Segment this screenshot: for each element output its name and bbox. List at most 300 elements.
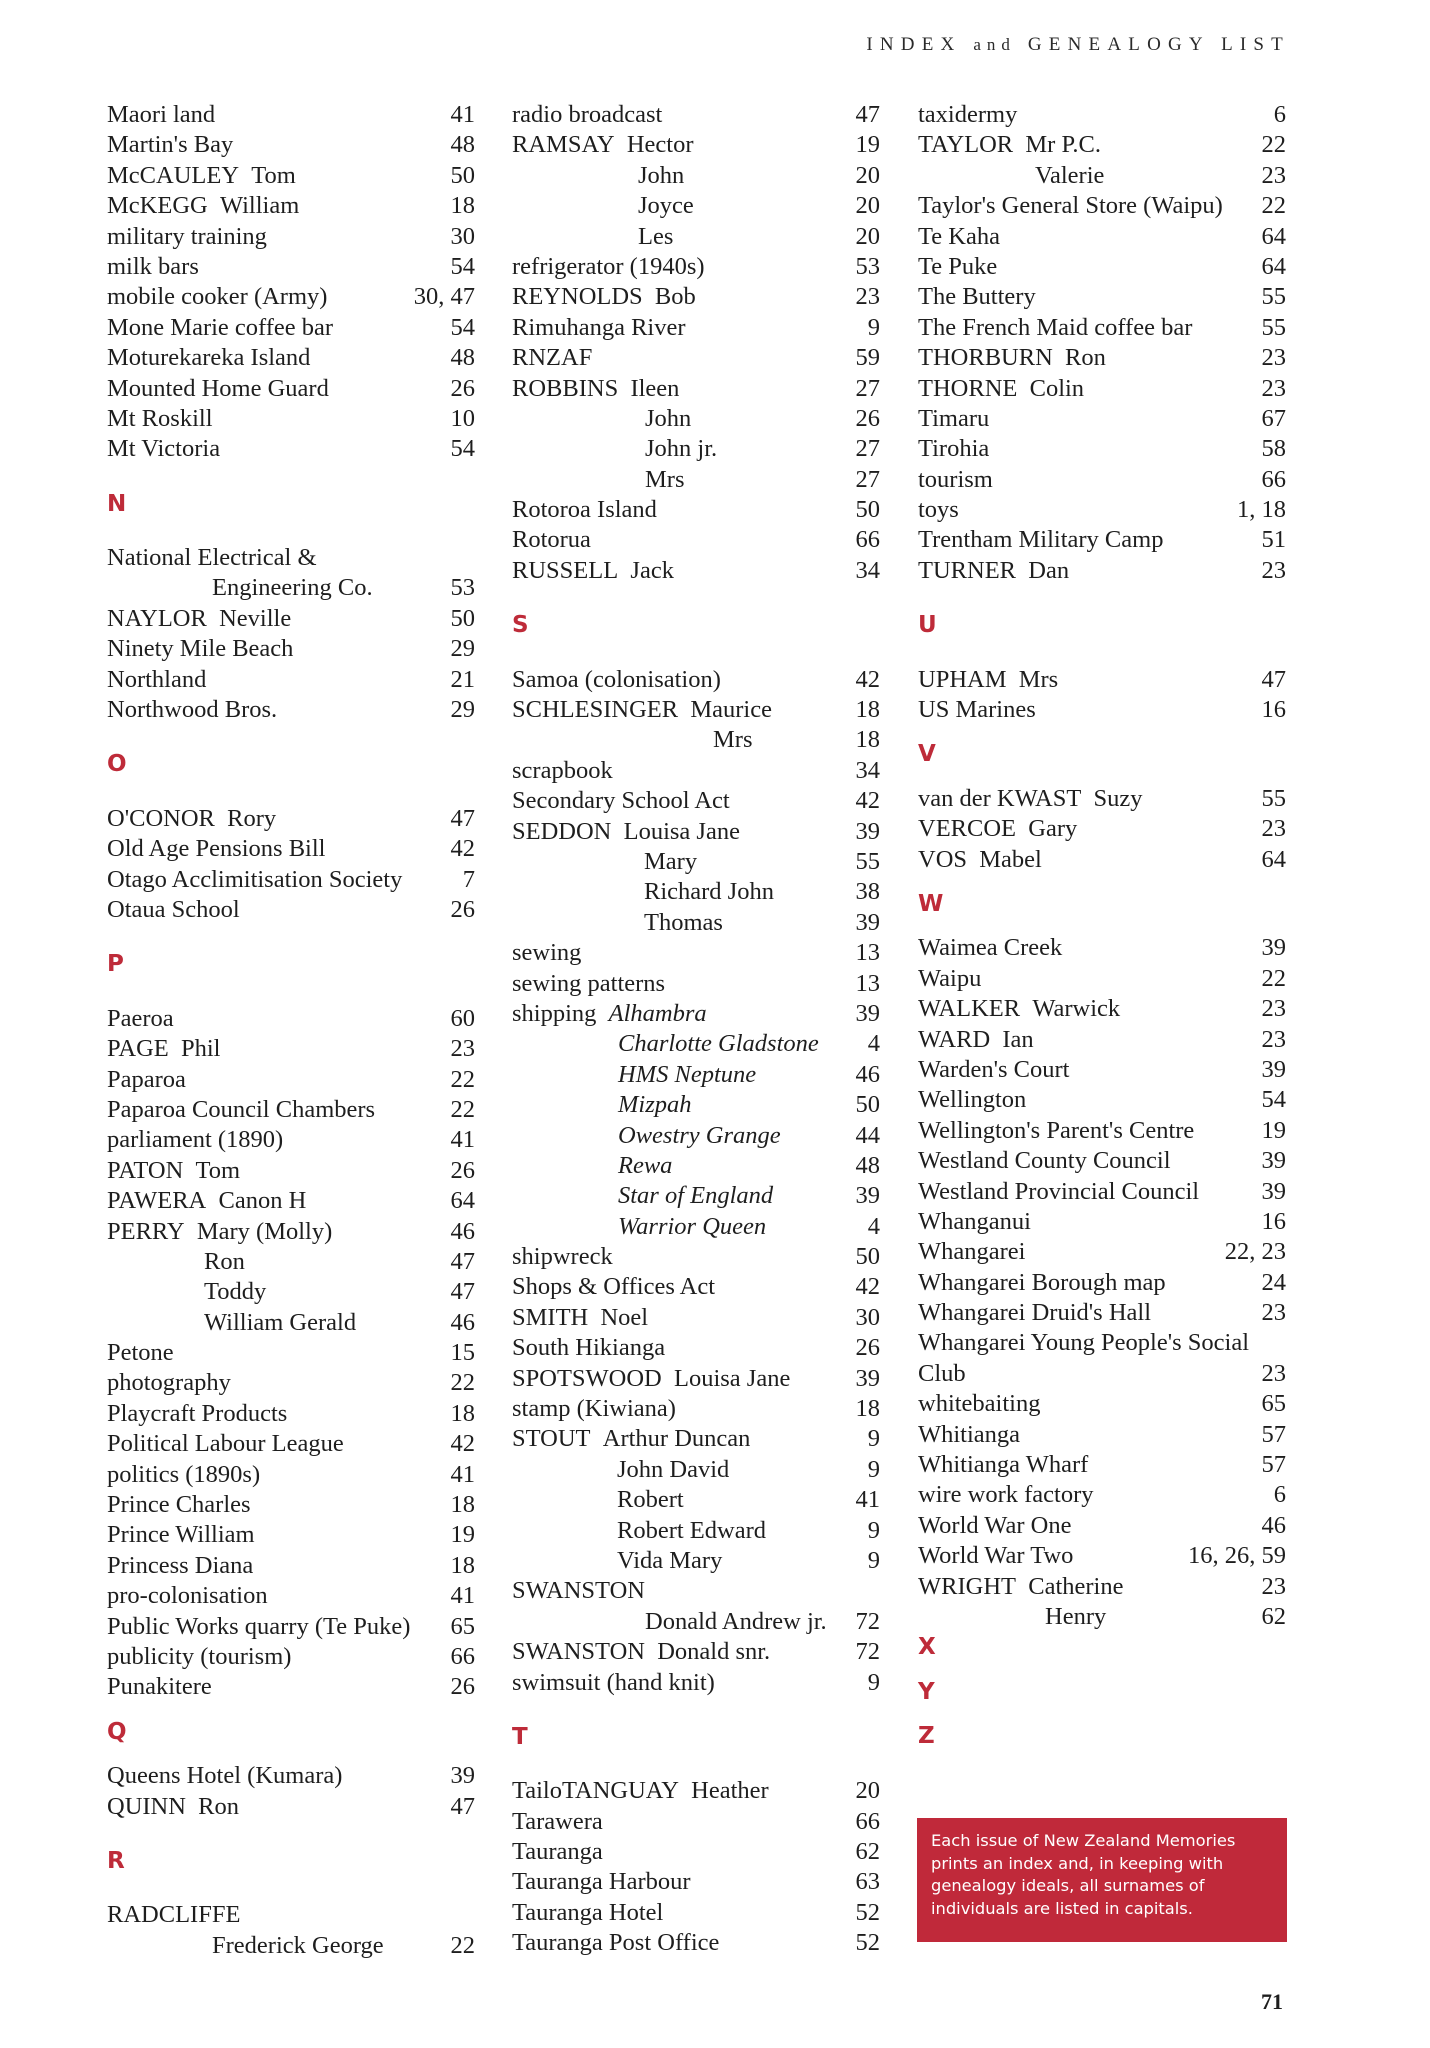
entry-page-numbers: 18 [855, 696, 880, 724]
index-entry [107, 573, 475, 603]
entry-term [512, 1424, 750, 1454]
entry-text: Westland County Council [918, 1147, 1171, 1175]
entry-page-numbers: 59 [855, 344, 880, 372]
entry-text: Northwood Bros. [107, 696, 278, 724]
entry-term [204, 1308, 356, 1338]
index-entry [512, 877, 880, 907]
index-entry [107, 543, 475, 573]
entry-term [512, 1867, 691, 1897]
entry-term [918, 1116, 1194, 1146]
index-entry [107, 1581, 475, 1611]
entry-term [107, 1065, 186, 1095]
index-entry [512, 969, 880, 999]
entry-page-numbers: 18 [450, 1551, 475, 1579]
entry-term [617, 1516, 766, 1546]
entry-text: McKEGG William [107, 192, 300, 220]
index-entry [107, 1931, 475, 1961]
entry-term [918, 933, 1062, 963]
entry-page-numbers: 53 [450, 574, 475, 602]
entry-term [107, 804, 276, 834]
index-entry [918, 695, 1286, 725]
index-entry [918, 1359, 1286, 1389]
entry-page-numbers: 47 [1261, 665, 1286, 693]
index-entry [918, 100, 1286, 130]
entry-text: REYNOLDS Bob [512, 283, 696, 311]
entry-page-numbers: 22 [450, 1369, 475, 1397]
index-entry [107, 634, 475, 664]
entry-term [918, 784, 1143, 814]
entry-page-numbers: 4 [867, 1030, 880, 1058]
index-entry [918, 1025, 1286, 1055]
entry-term [107, 895, 240, 925]
entry-page-numbers: 54 [450, 252, 475, 280]
index-entry [107, 100, 475, 130]
entry-page-numbers: 29 [450, 635, 475, 663]
index-entry [512, 1364, 880, 1394]
entry-term [918, 100, 1017, 130]
entry-term [918, 814, 1077, 844]
entry-term [918, 1328, 1249, 1358]
section-letter: V [918, 741, 936, 768]
entry-term [618, 1212, 766, 1242]
entry-term [918, 1268, 1166, 1298]
entry-page-numbers: 22 [1261, 131, 1286, 159]
index-entry [512, 343, 880, 373]
entry-text: Samoa (colonisation) [512, 665, 721, 693]
entry-page-numbers: 55 [1261, 283, 1286, 311]
entry-page-numbers: 62 [855, 1838, 880, 1866]
entry-text: mobile cooker (Army) [107, 283, 328, 311]
entry-term [512, 1807, 603, 1837]
entry-text: politics (1890s) [107, 1460, 261, 1488]
entry-page-numbers: 50 [855, 1091, 880, 1119]
entry-text: Otago Acclimitisation Society [107, 865, 403, 893]
entry-page-numbers: 16 [1261, 1207, 1286, 1235]
entry-text: The Buttery [918, 283, 1036, 311]
entry-term [918, 1359, 966, 1389]
entry-page-numbers: 19 [450, 1521, 475, 1549]
entry-page-numbers: 66 [1261, 465, 1286, 493]
entry-text: TURNER Dan [918, 556, 1070, 584]
entry-term [617, 1546, 722, 1576]
entry-page-numbers: 57 [1261, 1420, 1286, 1448]
entry-page-numbers: 30 [450, 222, 475, 250]
entry-text: PAWERA Canon H [107, 1187, 307, 1215]
entry-page-numbers: 38 [855, 878, 880, 906]
entry-term [512, 969, 665, 999]
entry-page-numbers: 42 [855, 787, 880, 815]
entry-text: RADCLIFFE [107, 1901, 241, 1929]
entry-page-numbers: 23 [1261, 161, 1286, 189]
ship-name: Star of England [618, 1182, 774, 1210]
index-entry [918, 130, 1286, 160]
entry-page-numbers: 16 [1261, 696, 1286, 724]
index-entry [107, 604, 475, 634]
entry-text: Petone [107, 1339, 174, 1367]
entry-page-numbers: 64 [1261, 222, 1286, 250]
entry-term [107, 282, 327, 312]
entry-term [107, 1368, 231, 1398]
entry-page-numbers: 41 [450, 1582, 475, 1610]
entry-text: sewing patterns [512, 969, 666, 997]
entry-text: Rotoroa Island [512, 496, 657, 524]
entry-text: SEDDON Louisa Jane [512, 817, 740, 845]
entry-term [918, 465, 993, 495]
index-column-2 [512, 100, 880, 1959]
index-entry [512, 938, 880, 968]
entry-text: PATON Tom [107, 1156, 241, 1184]
index-entry [918, 1146, 1286, 1176]
entry-page-numbers: 66 [855, 526, 880, 554]
entry-text: Wellington [918, 1086, 1027, 1114]
entry-text: toys [918, 496, 959, 524]
entry-term [512, 999, 707, 1029]
entry-page-numbers: 66 [450, 1642, 475, 1670]
entry-page-numbers: 67 [1261, 404, 1286, 432]
entry-term [618, 1060, 756, 1090]
entry-text: WARD Ian [918, 1025, 1034, 1053]
entry-page-numbers: 44 [855, 1121, 880, 1149]
entry-page-numbers: 20 [855, 192, 880, 220]
entry-page-numbers: 50 [450, 161, 475, 189]
entry-text: Trentham Military Camp [918, 526, 1164, 554]
entry-term [512, 556, 674, 586]
entry-term [618, 1029, 819, 1059]
index-entry [512, 1607, 880, 1637]
index-entry [918, 1298, 1286, 1328]
index-entry [512, 725, 880, 755]
index-column-1 [107, 100, 475, 1961]
index-entry [512, 1121, 880, 1151]
entry-text: Mrs [645, 465, 685, 493]
entry-text: SPOTSWOOD Louisa Jane [512, 1364, 791, 1392]
entry-term [512, 1364, 790, 1394]
entry-term [107, 130, 233, 160]
entry-text: radio broadcast [512, 101, 663, 128]
entry-term [918, 1572, 1123, 1602]
section-spacer [918, 875, 1286, 889]
index-entry [107, 1065, 475, 1095]
entry-text: wire work factory [918, 1481, 1094, 1509]
entry-page-numbers: 23 [1261, 1359, 1286, 1387]
section-spacer [107, 725, 475, 749]
index-entry [107, 1429, 475, 1459]
entry-text: Prince Charles [107, 1491, 251, 1519]
entry-term [107, 1672, 212, 1702]
index-entry [512, 817, 880, 847]
entry-text: Queens Hotel (Kumara) [107, 1762, 343, 1790]
section-letter: N [107, 490, 127, 517]
entry-term [512, 786, 730, 816]
entry-text: Club [918, 1359, 966, 1387]
index-entry [107, 313, 475, 343]
entry-text: Robert Edward [617, 1516, 766, 1544]
index-entry [107, 1761, 475, 1791]
index-entry [512, 374, 880, 404]
entry-page-numbers: 39 [855, 908, 880, 936]
index-entry [107, 895, 475, 925]
entry-text: Mone Marie coffee bar [107, 313, 334, 341]
index-entry [107, 1034, 475, 1064]
entry-term [918, 1177, 1199, 1207]
entry-text: Henry [1045, 1602, 1107, 1630]
index-entry [512, 1668, 880, 1698]
section-spacer [512, 1752, 880, 1776]
entry-text: John David [617, 1455, 730, 1483]
entry-text: ROBBINS Ileen [512, 374, 680, 402]
entry-page-numbers: 48 [450, 344, 475, 372]
section-letter: O [107, 751, 127, 778]
entry-term [918, 191, 1223, 221]
entry-text: Ninety Mile Beach [107, 635, 294, 663]
entry-text: RAMSAY Hector [512, 131, 694, 159]
index-entry [512, 130, 880, 160]
entry-term [512, 343, 592, 373]
entry-page-numbers: 30, 47 [413, 283, 475, 311]
entry-page-numbers: 23 [1261, 995, 1286, 1023]
index-entry [107, 404, 475, 434]
entry-term [918, 1146, 1171, 1176]
section-letter: T [512, 1723, 528, 1750]
entry-page-numbers: 18 [450, 1399, 475, 1427]
index-entry [107, 834, 475, 864]
entry-page-numbers: 26 [855, 1334, 880, 1362]
index-entry [512, 495, 880, 525]
entry-text: Whangarei Borough map [918, 1268, 1166, 1296]
entry-text: World War One [918, 1511, 1072, 1539]
index-entry [107, 1247, 475, 1277]
entry-term [107, 543, 317, 573]
entry-term [107, 1612, 410, 1642]
index-entry [107, 130, 475, 160]
entry-page-numbers: 39 [1261, 1055, 1286, 1083]
index-entry [918, 1116, 1286, 1146]
index-entry [918, 161, 1286, 191]
entry-text: SWANSTON Donald snr. [512, 1638, 771, 1666]
entry-term [512, 525, 591, 555]
entry-term [107, 1004, 174, 1034]
entry-page-numbers: 34 [855, 756, 880, 784]
index-entry [107, 1308, 475, 1338]
entry-term [107, 665, 206, 695]
entry-text: Timaru [918, 404, 990, 432]
entry-text: South Hikianga [512, 1334, 666, 1362]
entry-term [107, 1429, 344, 1459]
entry-page-numbers: 47 [450, 1247, 475, 1275]
entry-term [512, 100, 662, 130]
index-entry [918, 1541, 1286, 1571]
entry-term [512, 1303, 648, 1333]
entry-page-numbers: 22 [1261, 192, 1286, 220]
entry-page-numbers: 50 [855, 496, 880, 524]
index-column-3 [918, 100, 1286, 1766]
entry-page-numbers: 63 [855, 1868, 880, 1896]
entry-text: Paeroa [107, 1004, 174, 1032]
index-entry [107, 191, 475, 221]
entry-text: Donald Andrew jr. [645, 1607, 827, 1635]
entry-term [512, 938, 581, 968]
entry-text: THORBURN Ron [918, 344, 1106, 372]
entry-text: THORNE Colin [918, 374, 1085, 402]
entry-page-numbers: 23 [1261, 1299, 1286, 1327]
ship-name: Owestry Grange [618, 1121, 781, 1149]
entry-text: refrigerator (1940s) [512, 252, 705, 280]
entry-text: Richard John [644, 878, 774, 906]
index-entry [107, 1551, 475, 1581]
entry-text: John [645, 404, 692, 432]
entry-term [918, 1085, 1026, 1115]
entry-term [918, 665, 1058, 695]
index-entry [918, 495, 1286, 525]
entry-page-numbers: 9 [867, 1455, 880, 1483]
entry-term [512, 282, 696, 312]
entry-text: swimsuit (hand knit) [512, 1668, 715, 1696]
entry-page-numbers: 39 [855, 1182, 880, 1210]
index-entry [512, 1424, 880, 1454]
entry-page-numbers: 6 [1273, 101, 1286, 128]
section-letter: P [107, 951, 124, 978]
index-entry [918, 665, 1286, 695]
index-entry [512, 434, 880, 464]
entry-text: O'CONOR Rory [107, 804, 277, 832]
index-entry [512, 313, 880, 343]
index-entry [107, 1612, 475, 1642]
entry-page-numbers: 23 [1261, 374, 1286, 402]
index-entry [512, 1898, 880, 1928]
entry-term [107, 222, 267, 252]
entry-page-numbers: 39 [1261, 1147, 1286, 1175]
entry-page-numbers: 47 [855, 101, 880, 128]
entry-text: The French Maid coffee bar [918, 313, 1193, 341]
entry-page-numbers: 13 [855, 969, 880, 997]
entry-text: WRIGHT Catherine [918, 1572, 1124, 1600]
entry-term [645, 465, 684, 495]
entry-page-numbers: 34 [855, 556, 880, 584]
entry-term [512, 665, 721, 695]
entry-term [212, 573, 373, 603]
index-entry [512, 1394, 880, 1424]
entry-text: photography [107, 1369, 231, 1397]
entry-term [212, 1931, 384, 1961]
entry-text: SMITH Noel [512, 1303, 649, 1331]
entry-term [918, 1025, 1034, 1055]
entry-term [918, 1541, 1073, 1571]
entry-term [512, 1776, 769, 1806]
entry-text: SCHLESINGER Maurice [512, 696, 772, 724]
entry-term [918, 404, 989, 434]
entry-page-numbers: 64 [1261, 845, 1286, 873]
entry-page-numbers: 72 [855, 1607, 880, 1635]
index-entry [512, 1090, 880, 1120]
entry-text: Mary [644, 847, 698, 875]
entry-term [107, 1581, 268, 1611]
index-entry [107, 1900, 475, 1930]
section-letter: S [512, 612, 529, 639]
entry-page-numbers: 52 [855, 1929, 880, 1957]
index-entry [512, 908, 880, 938]
entry-page-numbers: 24 [1261, 1268, 1286, 1296]
section-spacer [918, 725, 1286, 739]
entry-text: Robert [617, 1486, 684, 1514]
index-entry [107, 1368, 475, 1398]
entry-text: Secondary School Act [512, 787, 730, 815]
index-entry [918, 465, 1286, 495]
entry-page-numbers: 6 [1273, 1481, 1286, 1509]
running-header [866, 34, 1290, 56]
entry-page-numbers: 18 [855, 1395, 880, 1423]
entry-text: TAYLOR Mr P.C. [918, 131, 1101, 159]
entry-page-numbers: 46 [1261, 1511, 1286, 1539]
entry-term [512, 1576, 645, 1606]
index-entry [107, 1399, 475, 1429]
entry-page-numbers: 23 [1261, 556, 1286, 584]
index-entry [918, 1177, 1286, 1207]
entry-term [107, 191, 299, 221]
entry-text: NAYLOR Neville [107, 604, 292, 632]
entry-page-numbers: 64 [1261, 252, 1286, 280]
entry-term [618, 1121, 781, 1151]
index-entry [512, 786, 880, 816]
entry-text: Whangarei Young People's Social [918, 1329, 1250, 1357]
entry-term [638, 191, 694, 221]
entry-term [512, 130, 694, 160]
entry-term [107, 1156, 240, 1186]
genealogy-note-box: Each issue of New Zealand Memories prints an index and, in keeping with genealogy ideals, all surnames of individuals are listed in capitals. [917, 1818, 1287, 1942]
entry-page-numbers: 23 [1261, 815, 1286, 843]
index-entry [918, 1055, 1286, 1085]
entry-term [918, 343, 1106, 373]
entry-text: RUSSELL Jack [512, 556, 674, 584]
entry-text: William Gerald [204, 1308, 357, 1336]
entry-page-numbers: 22 [450, 1931, 475, 1959]
entry-term [107, 1900, 240, 1930]
entry-term [107, 1186, 306, 1216]
entry-page-numbers: 53 [855, 252, 880, 280]
index-entry [512, 1576, 880, 1606]
section-spacer [107, 925, 475, 949]
entry-text: National Electrical & [107, 544, 317, 572]
index-entry [107, 1490, 475, 1520]
index-entry [918, 784, 1286, 814]
entry-text: RNZAF [512, 344, 593, 372]
entry-term [107, 1551, 253, 1581]
entry-text: Wellington's Parent's Centre [918, 1116, 1195, 1144]
entry-term [512, 313, 686, 343]
entry-text: WALKER Warwick [918, 995, 1121, 1023]
entry-text: McCAULEY Tom [107, 161, 296, 189]
index-entry [107, 222, 475, 252]
ship-name: Alhambra [608, 999, 707, 1027]
entry-page-numbers: 20 [855, 161, 880, 189]
entry-text: PERRY Mary (Molly) [107, 1217, 333, 1245]
index-entry [512, 1516, 880, 1546]
index-entry [512, 1272, 880, 1302]
section-spacer [918, 641, 1286, 665]
entry-page-numbers: 18 [855, 726, 880, 754]
entry-term [645, 404, 691, 434]
entry-term [1035, 161, 1104, 191]
entry-text: taxidermy [918, 101, 1018, 128]
index-entry [918, 252, 1286, 282]
index-entry [918, 1572, 1286, 1602]
entry-term [918, 1511, 1071, 1541]
index-entry [512, 404, 880, 434]
index-entry [918, 1420, 1286, 1450]
index-entry [918, 282, 1286, 312]
entry-text: Prince William [107, 1521, 255, 1549]
entry-text: whitebaiting [918, 1390, 1041, 1418]
entry-page-numbers: 54 [450, 435, 475, 463]
